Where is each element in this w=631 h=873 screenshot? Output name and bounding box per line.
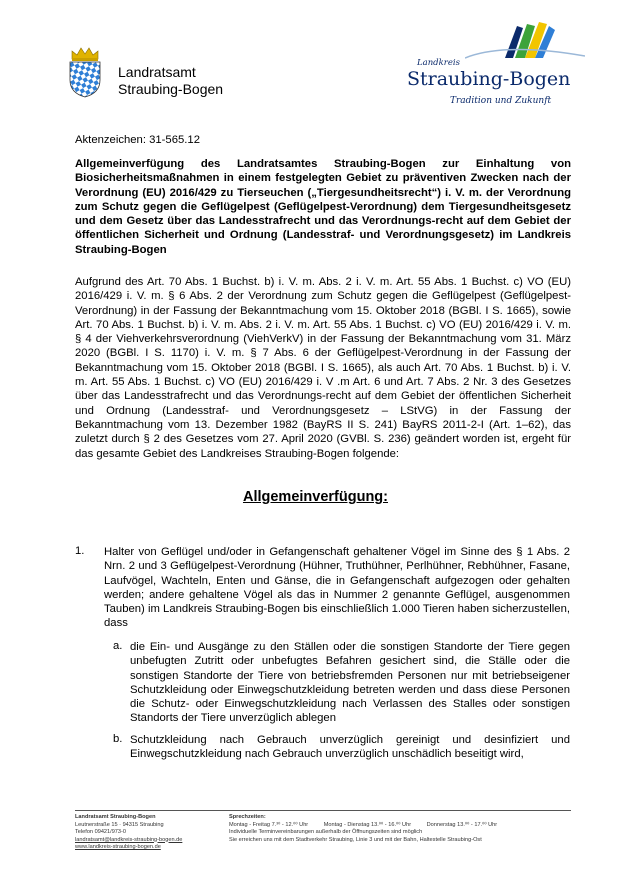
landkreis-brand <box>405 20 595 112</box>
office-hours-row <box>229 822 511 830</box>
brand-landkreis-label: Landkreis <box>417 58 460 68</box>
office-name <box>118 64 223 98</box>
office-name-line2: Straubing-Bogen <box>118 81 224 97</box>
section-heading: Allgemeinverfügung: <box>242 489 388 505</box>
transit-note: Sie erreichen uns mit dem Stadtverkehr Straubing, Linie 3 und mit der Bahn, Haltestelle Straubing-Ost <box>229 836 482 843</box>
subitem-label: b. <box>113 733 123 745</box>
footer-address: Leutnerstraße 15 · 94315 Straubing <box>75 821 164 828</box>
office-hours-3: Donnerstag 13.⁰⁰ - 17.⁰⁰ Uhr <box>426 821 498 828</box>
footer-divider <box>75 810 571 811</box>
brand-name: Straubing-Bogen <box>407 68 571 90</box>
subitem-label: a. <box>113 640 123 652</box>
list-item-text: Halter von Geflügel und/oder in Gefangenschaft gehaltener Vögel im Sinne des § 1 Abs. 2 Nrn. 2 und 3 Geflügelpest-Verordnung (Hühner, Truthühner, Perlhühner, Rebhühner, Fasane, Laufvögel, Wachteln, Enten und Gänse, die in Gefangenschaft aufgezogen oder gehalten werden; andere gehaltene Vögel als das in Nummer 2 genannte Geflügel, ausgenommen Tauben) im Landkreis Straubing-Bogen bis einschließlich 1.000 Tieren haben sicherzustellen, dass <box>104 546 570 630</box>
legal-basis-paragraph: Aufgrund des Art. 70 Abs. 1 Buchst. b) i. V. m. Abs. 2 i. V. m. Art. 55 Abs. 1 Buchst. c) VO (EU) 2016/429 i. V. m. § 6 Abs. 2 der Verordnung zum Schutz gegen die Geflügelpest (Geflügelpest-Verordnung) in der Fassung der Bekanntmachung vom 15. Oktober 2018 (BGBl. I S. 1665), sowie Art. 70 Abs. 1 Buchst. b) i. V. m. Abs. 2 i. V. m. Art. 55 Abs. 1 Buchst. c) VO (EU) 2016/429 i. V. m. § 4 der Viehverkehrsverordnung (ViehVerkV) in der Fassung der Bekanntmachung vom 31. März 2020 (BGBl. I S. 1170) i. V. m. § 7 Abs. 6 der Geflügelpest-Verordnung in der Fassung der Bekanntmachung vom 15. Oktober 2018 (BGBl. I S. 1665), als auch Art. 70 Abs. 1 Buchst. b) i. V. m. Art. 55 Abs. 1 Buchst. c) VO (EU) 2016/429 i. V .m Art. 6 und Art. 7 Abs. 2 Nr. 3 des Gesetzes über das Landesstrafrecht und das Verordnungs-recht auf dem Gebiet der öffentlichen Sicherheit und Ordnung (Landesstraf- und Verordnungsgesetz – LStVG) in der Fassung der Bekanntmachung vom 13. Dezember 1982 (BayRS II S. 241) BayRS 2011-2-I (Art. 1–62), das zuletzt durch § 2 des Gesetzes vom 27. April 2020 (GVBl. S. 236) geändert worden ist, ergeht für das gesamte Gebiet des Landkreises Straubing-Bogen folgende: <box>75 276 571 460</box>
footer-contact <box>75 814 182 852</box>
footer-office-hours <box>229 814 511 844</box>
document-subject: Allgemeinverfügung des Landratsamtes Straubing-Bogen zur Einhaltung von Biosicherheitsmaßnahmen in einem festgelegten Gebiet zu präventiven Zwecken nach der Verordnung (EU) 2016/429 zu Tierseuchen („Tiergesundheitsrecht“) i. V. m. der Verordnung zum Schutz gegen die Geflügelpest (Geflügelpest-Verordnung) dem Tiergesundheitsgesetz und dem Gesetz über das Landesstrafrecht und das Verordnungs-recht auf dem Gebiet der öffentlichen Sicherheit und Ordnung (Landesstraf- und Verordnungsgesetz) im Landkreis Straubing-Bogen <box>75 158 571 256</box>
footer-web-link[interactable]: www.landkreis-straubing-bogen.de <box>75 844 161 850</box>
office-hours-title: Sprechzeiten: <box>229 814 266 820</box>
list-item-number: 1. <box>75 545 85 557</box>
footer-org-name: Landratsamt Straubing-Bogen <box>75 814 156 820</box>
subitem-text: Schutzkleidung nach Gebrauch unverzüglich gereinigt und desinfiziert und Einwegschutzkleidung nach Gebrauch unverzüglich unschädlich beseitigt wird, <box>130 734 570 761</box>
office-hours-1: Montag - Freitag 7.³⁰ - 12.⁰⁰ Uhr <box>229 821 309 828</box>
subitem-text: die Ein- und Ausgänge zu den Ställen oder die sonstigen Standorte der Tiere gegen unbefugten Zutritt oder unbefugtes Befahren gesichert sind, die Ställe oder die sonstigen Standorte der Tiere von betriebsfremden Personen nur mit betriebseigener Schutzkleidung oder Einwegschutzkleidung betreten werden und dass diese Personen die Schutz- oder Einwegschutzkleidung nach Verlassen des Stalles oder sonstigen Standorts der Tiere unverzüglich ablegen <box>130 641 570 725</box>
file-reference: Aktenzeichen: 31-565.12 <box>75 134 200 146</box>
office-hours-2: Montag - Dienstag 13.⁰⁰ - 16.⁰⁰ Uhr <box>323 821 412 828</box>
footer-email-link[interactable]: landratsamt@landkreis-straubing-bogen.de <box>75 836 183 843</box>
bavarian-lozenge-crest-icon <box>68 46 102 98</box>
office-hours-note: Individuelle Terminvereinbarungen außerhalb der Öffnungszeiten sind möglich <box>229 829 423 835</box>
office-name-line1: Landratsamt <box>118 64 196 80</box>
footer-phone: Telefon 09421/973-0 <box>75 829 127 835</box>
landkreis-logo-icon <box>465 20 585 60</box>
brand-tagline: Tradition und Zukunft <box>450 96 552 106</box>
